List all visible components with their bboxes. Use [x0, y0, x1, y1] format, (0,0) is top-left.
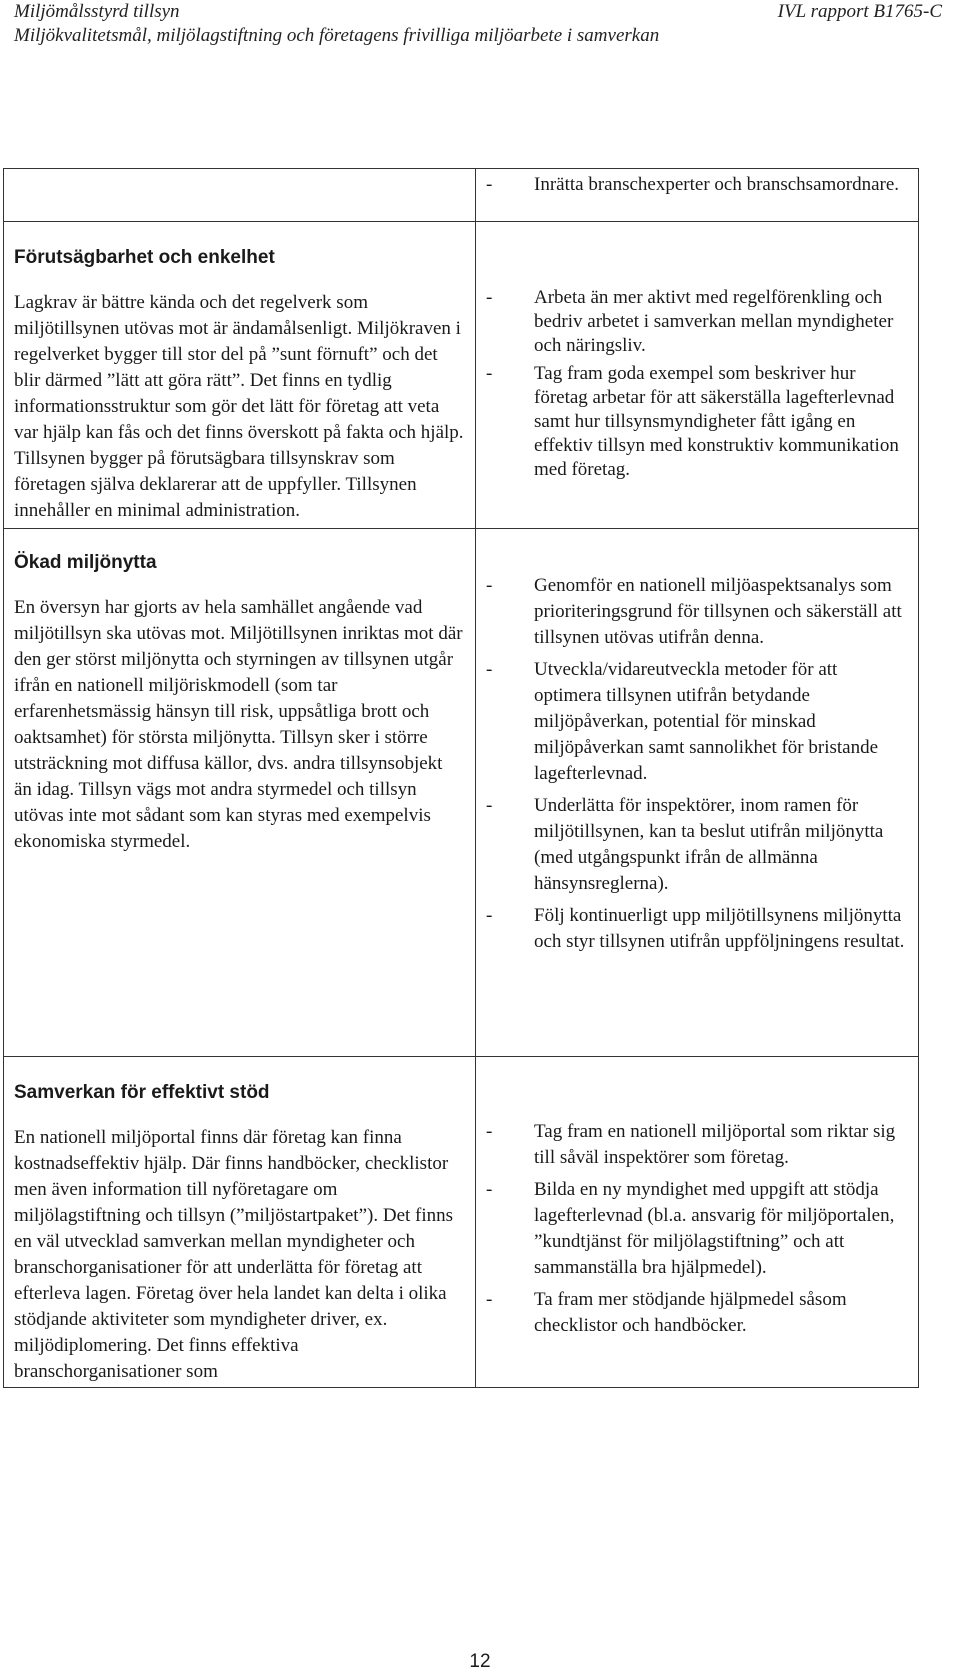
- measures-cell: [476, 1057, 919, 1388]
- section-body: Lagkrav är bättre kända och det regelverk som miljötillsynen utövas mot är ändamålsenligt. Miljökraven i regelverket bygger till stor del på ”sunt förnuft” och det blir därmed ”lätt att göra rätt”. Det finns en tydlig informationsstruktur som gör det lätt för företag att veta var hjälp kan fås och det finns överskott på fakta och hjälp. Tillsynen bygger på förutsägbara tillsynskrav som företagen själva deklarerar att de uppfyller. Tillsynen innehåller en minimal administration.: [14, 292, 464, 521]
- measure-text: Ta fram mer stödjande hjälpmedel såsom checklistor och handböcker.: [534, 1289, 847, 1336]
- measures-cell: [476, 169, 919, 222]
- list-item: [486, 657, 908, 787]
- measures-list: [486, 1119, 908, 1339]
- list-item: [486, 286, 908, 358]
- measure-text: Utveckla/vidareutveckla metoder för att optimera tillsynen utifrån betydande miljöpåverkan, potential för minskad miljöpåverkan samt sannolikhet för bristande lagefterlevnad.: [534, 659, 879, 784]
- dash-bullet: -: [486, 1289, 493, 1310]
- list-item: [486, 793, 908, 897]
- measure-text: Genomför en nationell miljöaspektsanalys som prioriteringsgrund för tillsynen och säkerställ att tillsynen utövas utifrån denna.: [534, 575, 902, 648]
- dash-bullet: -: [486, 174, 493, 195]
- list-item: [486, 903, 908, 955]
- measures-list: [486, 173, 908, 197]
- header-subtitle: Miljökvalitetsmål, miljölagstiftning och företagens frivilliga miljöarbete i samverkan: [14, 25, 660, 46]
- dash-bullet: -: [486, 659, 493, 680]
- measure-text: Tag fram goda exempel som beskriver hur företag arbetar för att säkerställa lagefterlevnad samt hur tillsynsmyndigheter fått igång en effektiv tillsyn med konstruktiv kommunikation med företag.: [534, 363, 899, 480]
- dash-bullet: -: [486, 1179, 493, 1200]
- table-row: [4, 529, 919, 1057]
- running-header: [14, 0, 659, 48]
- goal-cell: [4, 1057, 476, 1388]
- measure-text: Bilda en ny myndighet med uppgift att stödja lagefterlevnad (bl.a. ansvarig för miljöportalen, ”kundtjänst för miljölagstiftning” och att sammanställa bra hjälpmedel).: [534, 1179, 895, 1278]
- section-body: En översyn har gjorts av hela samhället angående vad miljötillsyn ska utövas mot. Miljötillsynen inriktas mot där den ger störst miljönytta och styrningen av tillsynen utgår ifrån en nationell miljöriskmodell (som tar erfarenhetsmässig hänsyn till risk, uppsåtliga brott och oaktsamhet) för största miljönytta. Tillsyn sker i större utsträckning mot diffusa källor, dvs. andra tillsynsobjekt än idag. Tillsyn vägs mot andra styrmedel och tillsyn utövas inte mot sådant som kan styras med exempelvis ekonomiska styrmedel.: [14, 597, 463, 852]
- section-heading: Samverkan för effektivt stöd: [14, 1082, 270, 1103]
- measures-cell: [476, 529, 919, 1057]
- list-item: [486, 573, 908, 651]
- measures-cell: [476, 222, 919, 529]
- list-item: [486, 362, 908, 482]
- goal-cell: [4, 529, 476, 1057]
- header-title: Miljömålsstyrd tillsyn: [14, 1, 180, 22]
- section-heading: Ökad miljönytta: [14, 552, 157, 573]
- dash-bullet: -: [486, 575, 493, 596]
- goal-cell: [4, 169, 476, 222]
- table-row: [4, 222, 919, 529]
- measure-text: Följ kontinuerligt upp miljötillsynens miljönytta och styr tillsynen utifrån uppföljningens resultat.: [534, 905, 905, 952]
- list-item: [486, 173, 908, 197]
- measure-text: Inrätta branschexperter och branschsamordnare.: [534, 174, 900, 195]
- measure-text: Underlätta för inspektörer, inom ramen för miljötillsynen, kan ta beslut utifrån miljönytta (med utgångspunkt ifrån de allmänna hänsynsreglerna).: [534, 795, 884, 894]
- page-number: 12: [469, 1651, 491, 1672]
- list-item: [486, 1287, 908, 1339]
- measures-table: [3, 168, 919, 1388]
- list-item: [486, 1119, 908, 1171]
- table-row: [4, 1057, 919, 1388]
- section-heading: Förutsägbarhet och enkelhet: [14, 247, 275, 268]
- measures-list: [486, 286, 908, 482]
- dash-bullet: -: [486, 287, 493, 308]
- dash-bullet: -: [486, 905, 493, 926]
- table-row: [4, 169, 919, 222]
- measure-text: Tag fram en nationell miljöportal som riktar sig till såväl inspektörer som företag.: [534, 1121, 896, 1168]
- dash-bullet: -: [486, 363, 493, 384]
- dash-bullet: -: [486, 795, 493, 816]
- list-item: [486, 1177, 908, 1281]
- measures-list: [486, 573, 908, 955]
- report-id: IVL rapport B1765-C: [777, 1, 942, 22]
- measure-text: Arbeta än mer aktivt med regelförenkling och bedriv arbetet i samverkan mellan myndigheter och näringsliv.: [534, 287, 894, 356]
- section-body: En nationell miljöportal finns där företag kan finna kostnadseffektiv hjälp. Där finns handböcker, checklistor men även information till nyföretagare om miljölagstiftning och tillsyn (”miljöstartpaket”). Det finns en väl utvecklad samverkan mellan myndigheter och branschorganisationer för att underlätta för företag att efterleva lagen. Företag över hela landet kan delta i olika stödjande aktiviteter som myndigheter driver, ex. miljödiplomering. Det finns effektiva branschorganisationer som: [14, 1127, 454, 1382]
- goal-cell: [4, 222, 476, 529]
- dash-bullet: -: [486, 1121, 493, 1142]
